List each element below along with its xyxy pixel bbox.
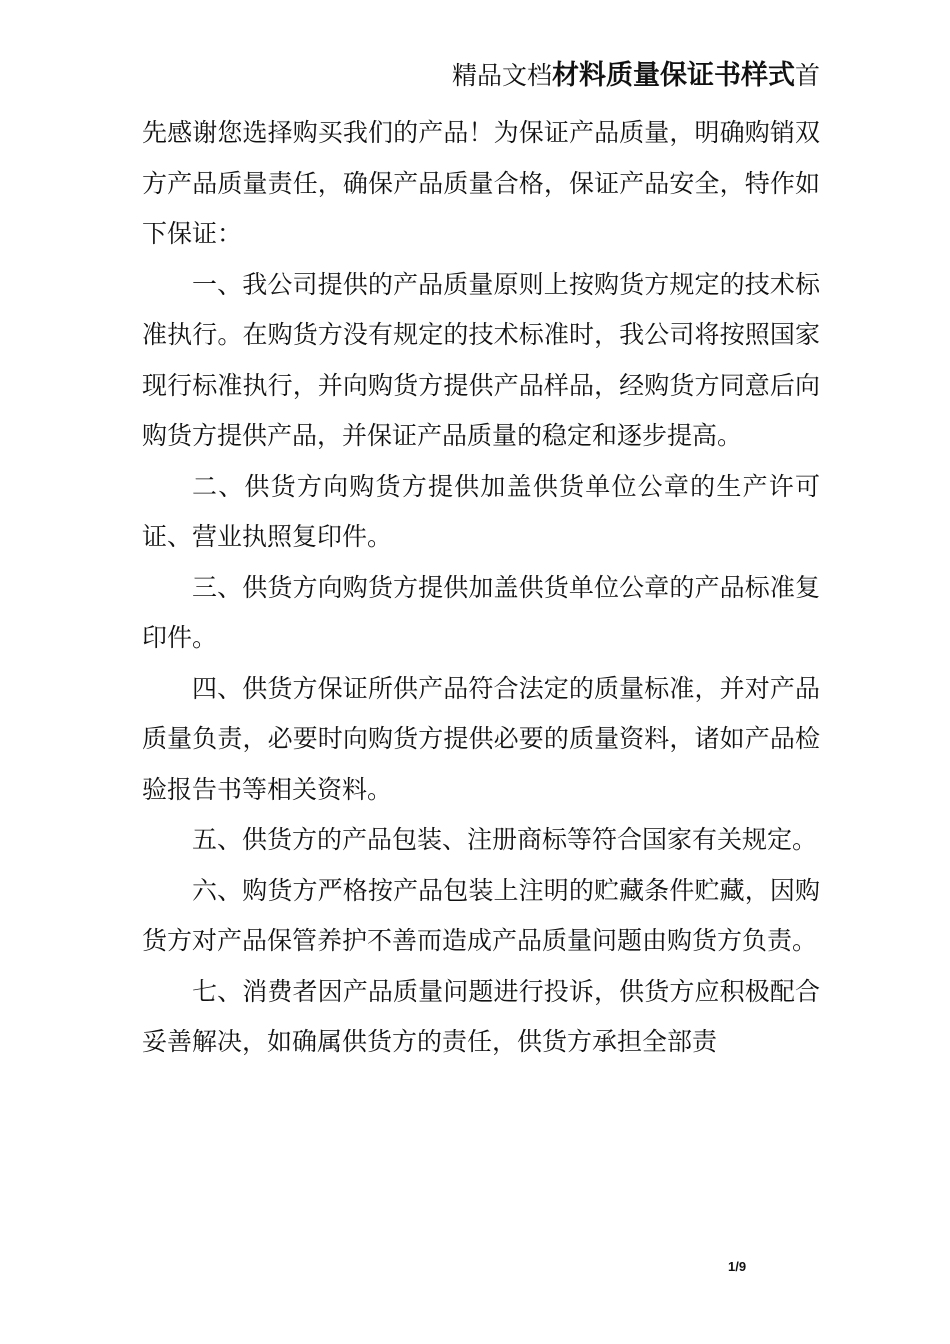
clause-1: 一、我公司提供的产品质量原则上按购货方规定的技术标准执行。在购货方没有规定的技术标准时，我公司将按照国家现行标准执行，并向购货方提供产品样品，经购货方同意后向购货方提供产品，并保证产品质量的稳定和逐步提高。 xyxy=(142,269,820,450)
clause-3: 三、供货方向购货方提供加盖供货单位公章的产品标准复印件。 xyxy=(142,572,820,652)
header-continuation: 首 xyxy=(794,61,820,90)
document-title: 材料质量保证书样式 xyxy=(551,60,795,91)
page-number: 1/9 xyxy=(728,1259,747,1274)
clause-7: 七、消费者因产品质量问题进行投诉，供货方应积极配合妥善解决，如确属供货方的责任，供货方承担全部责 xyxy=(142,976,820,1056)
document-body xyxy=(142,108,820,1068)
intro-paragraph: 先感谢您选择购买我们的产品！为保证产品质量，明确购销双方产品质量责任，确保产品质量合格，保证产品安全，特作如下保证： xyxy=(142,118,820,248)
header-prefix: 精品文档 xyxy=(451,61,552,90)
clause-4: 四、供货方保证所供产品符合法定的质量标准，并对产品质量负责，必要时向购货方提供必要的质量资料，诸如产品检验报告书等相关资料。 xyxy=(142,673,820,804)
clause-5: 五、供货方的产品包装、注册商标等符合国家有关规定。 xyxy=(192,825,818,854)
clause-2: 二、供货方向购货方提供加盖供货单位公章的生产许可证、营业执照复印件。 xyxy=(142,471,820,551)
document-header xyxy=(140,56,820,96)
clause-6: 六、购货方严格按产品包装上注明的贮藏条件贮藏，因购货方对产品保管养护不善而造成产品质量问题由购货方负责。 xyxy=(142,875,820,955)
